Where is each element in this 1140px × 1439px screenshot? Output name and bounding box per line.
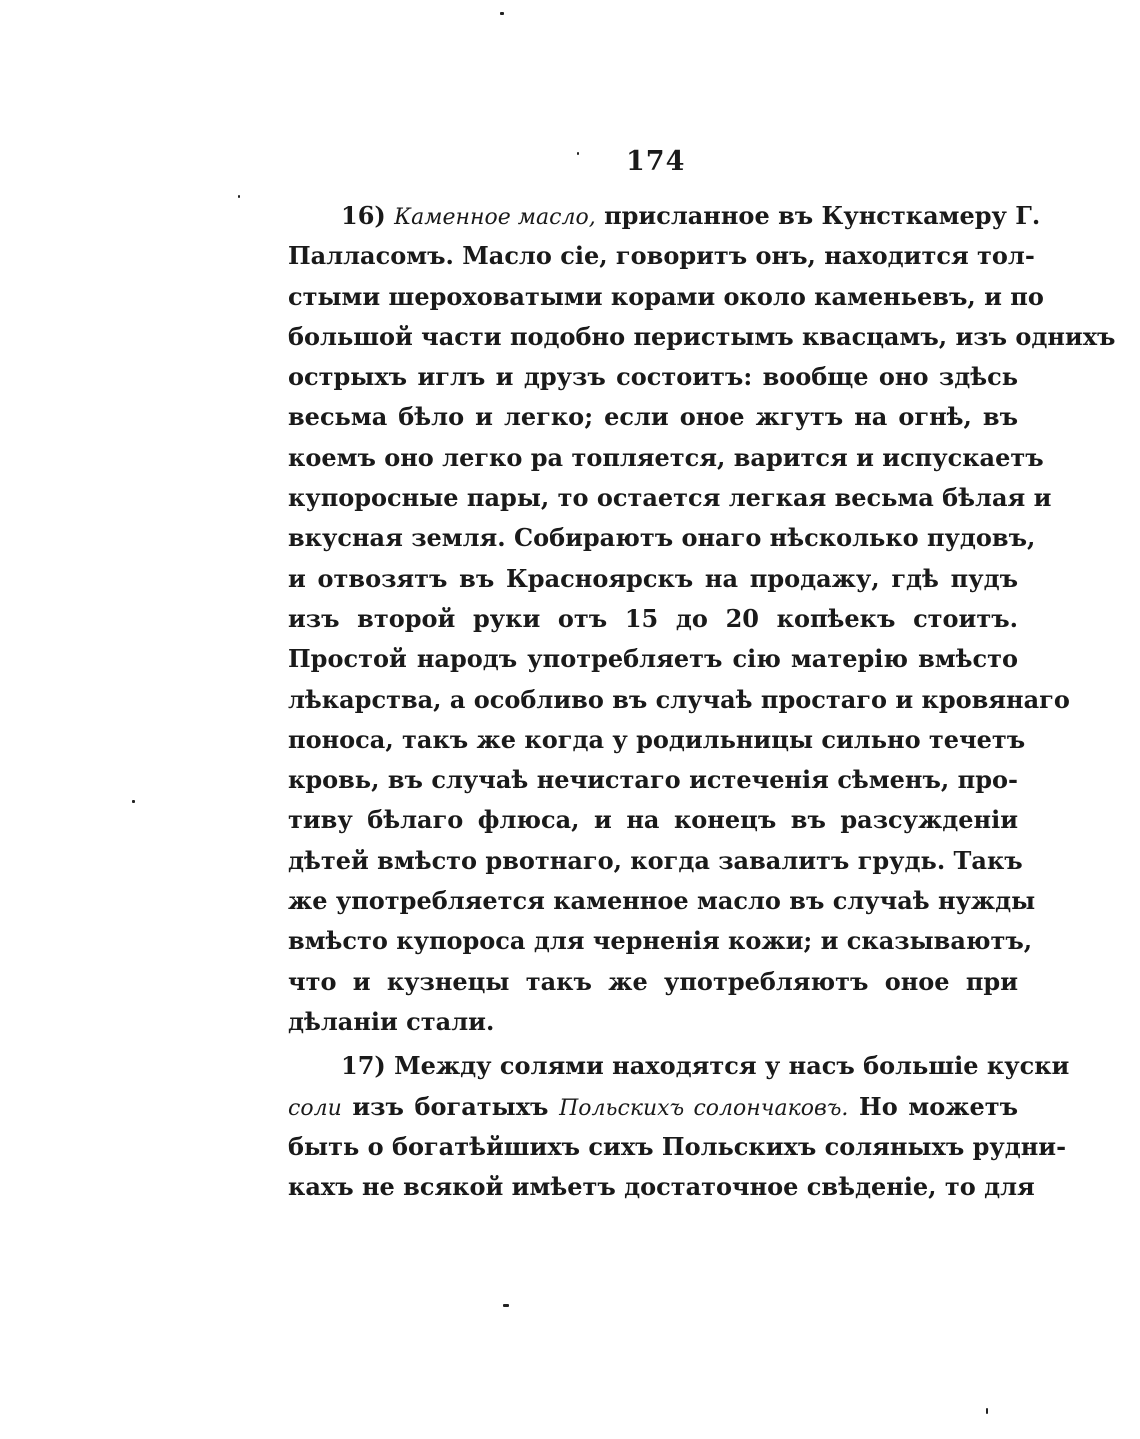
scan-speck (132, 800, 135, 803)
text-line: вмѣсто купороса для черненiя кожи; и сказываютъ, (288, 926, 1033, 956)
scan-speck (986, 1408, 988, 1414)
text-line: тиву бѣлаго флюса, и на конецъ въ разсужденiи (288, 805, 1018, 835)
paragraph-16 (288, 196, 1116, 1042)
text-line: дѣтей вмѣсто рвотнаго, когда завалитъ грудь. Такъ (288, 845, 1023, 875)
text-line: быть о богатѣйшихъ сихъ Польскихъ соляныхъ рудни- (288, 1131, 1067, 1161)
text-line: острыхъ иглъ и друзъ состоитъ: вообще оно здѣсь (288, 362, 1018, 392)
text-line: весьма бѣло и легко; если оное жгутъ на огнѣ, въ (288, 402, 1018, 432)
text-line: же употребляется каменное масло въ случаѣ нужды (288, 886, 1036, 916)
scan-speck (238, 195, 240, 198)
text-line: Палласомъ. Масло сiе, говоритъ онъ, находится тол- (288, 241, 1035, 271)
italic-term: Польскихъ солончаковъ. (559, 1095, 849, 1121)
text-body (288, 196, 1116, 1207)
italic-term: соли (288, 1095, 342, 1121)
text-line: 16) Каменное масло, присланное въ Кунсткамеру Г. (341, 201, 1041, 230)
page-number: 174 (626, 146, 686, 177)
text-line: поноса, такъ же когда у родильницы сильно течетъ (288, 724, 1026, 754)
scan-speck (503, 1304, 509, 1307)
text-line: большой части подобно перистымъ квасцамъ, изъ однихъ (288, 321, 1116, 351)
scan-speck (577, 152, 579, 155)
italic-term: Каменное масло, (394, 205, 596, 230)
text-line: стыми шероховатыми корами около каменьевъ, и по (288, 281, 1044, 311)
text-line: кровь, въ случаѣ нечистаго истеченiя сѣменъ, про- (288, 765, 1018, 795)
text-line: коемъ оно легко ра топляется, варится и испускаетъ (288, 442, 1044, 472)
text-line: дѣланiи стали. (288, 1006, 495, 1036)
text-line: 17) Между солями находятся у насъ большiе куски (341, 1051, 1070, 1081)
text-line: лѣкарства, а особливо въ случаѣ простаго и кровянаго (288, 684, 1070, 714)
text-line: что и кузнецы такъ же употребляютъ оное при (288, 966, 1018, 996)
text-line: соли изъ богатыхъ Польскихъ солончаковъ. Но можетъ (288, 1091, 1018, 1121)
text-line: вкусная земля. Собираютъ онаго нѣсколько пудовъ, (288, 523, 1036, 553)
text-line: кахъ не всякой имѣетъ достаточное свѣденiе, то для (288, 1172, 1035, 1202)
scan-speck (500, 12, 504, 15)
text-line: Простой народъ употребляетъ сiю матерiю вмѣсто (288, 644, 1018, 674)
paragraph-17 (288, 1046, 1070, 1207)
text-line: и отвозятъ въ Красноярскъ на продажу, гдѣ пудъ (288, 563, 1018, 593)
text-line: изъ второй руки отъ 15 до 20 копѣекъ стоитъ. (288, 603, 1018, 633)
text-line: купоросные пары, то остается легкая весьма бѣлая и (288, 483, 1052, 513)
